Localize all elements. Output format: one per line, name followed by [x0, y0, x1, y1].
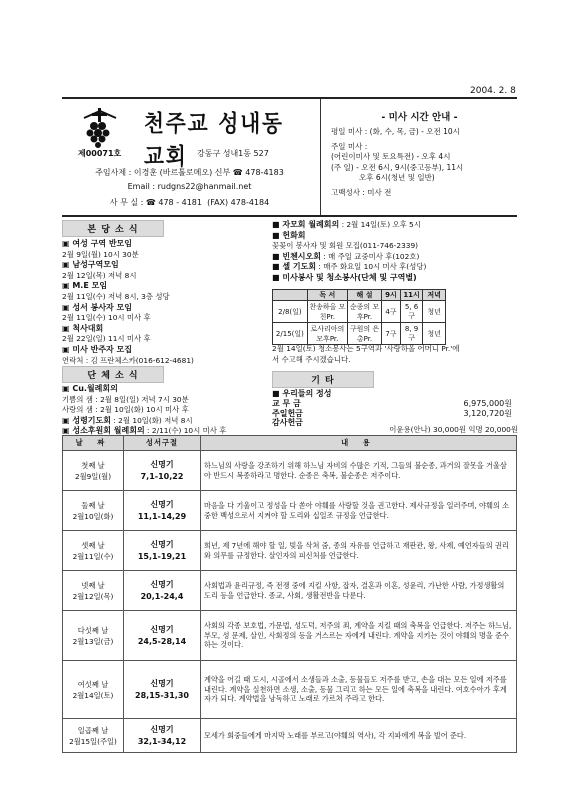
service-col-date [273, 290, 308, 301]
day-label: 일곱째 날 [77, 725, 109, 735]
notice-bullet: ▣ [62, 323, 73, 333]
service-table [272, 289, 446, 345]
service-col-reading: 독 서 [307, 290, 347, 301]
notice-item [62, 303, 267, 314]
offering-bullet: ■ [272, 389, 283, 398]
service-cell: 2/8(일) [273, 301, 308, 323]
notice-bullet: ■ [272, 251, 283, 261]
pastor-phone: 478-4183 [245, 168, 284, 177]
bible-content: 모세가 회중들에게 마지막 노래를 부르고(야훼의 역사), 각 지파에게 복을 빌어 준다. [201, 719, 517, 753]
bible-day [63, 571, 124, 611]
phone-icon: ☎ [145, 198, 156, 207]
day-date: 2월12일(목) [72, 591, 114, 601]
bible-row [63, 719, 517, 753]
book-name: 신명기 [150, 539, 174, 549]
service-col-11: 11시 [400, 290, 423, 301]
offering-value: 3,120,720원 [463, 408, 512, 418]
notice-title: 빈첸시오회 [282, 251, 321, 261]
notice-detail: : 2월 14일(토) 오후 5시 [341, 220, 421, 229]
book-name: 신명기 [150, 579, 174, 589]
office-line [62, 197, 317, 208]
office-phone: 478 - 4181 [158, 198, 202, 207]
bible-reading [124, 491, 201, 531]
office-label: 사 무 실 : [109, 198, 144, 207]
service-cell: 순종의 모후Pr. [347, 301, 381, 323]
mass-schedule [320, 99, 518, 215]
bible-content: 사회법과 윤리규정, 즉 전쟁 중에 지킬 사항, 잡자, 결혼과 이혼, 성윤리, 가난한 사람, 가정생활의 도리 등을 언급한다. 종교, 사회, 생활전반을 다룬다. [201, 571, 517, 611]
parish-news-heading: 본 당 소 식 [62, 220, 164, 237]
bible-day [63, 451, 124, 491]
offering-rows [272, 399, 512, 428]
service-cell: 7구 [382, 323, 401, 345]
group-news-heading: 단 체 소 식 [62, 366, 164, 383]
notice-title: 미사 반주자 모집 [72, 344, 133, 354]
notice-bullet: ▣ [62, 344, 73, 354]
verse-range: 7,1-10,22 [140, 471, 184, 481]
group-title: 성소후원회 월례회의 [72, 426, 145, 436]
bible-col-content: 내 용 [201, 436, 517, 451]
right-notice-item [272, 231, 517, 242]
notice-title: 여성 구역 반모임 [72, 239, 133, 248]
notice-title: 셀 기도회 [282, 262, 317, 272]
bible-reading [124, 531, 201, 571]
notice-bullet: ■ [272, 230, 283, 240]
service-col-commentary: 해 설 [347, 290, 381, 301]
group-title: Cu.월례회의 [72, 384, 118, 393]
verse-range: 20,1-24,4 [140, 591, 184, 601]
notice-title: 성서 봉사자 모임 [72, 302, 133, 312]
verse-range: 28,15-31,30 [135, 690, 189, 700]
group-detail: 사랑의 샘 : 2월 10일(화) 10시 미사 후 [62, 405, 189, 415]
bible-row [63, 491, 517, 531]
notice-title: 헌화회 [282, 230, 306, 240]
group-detail: 기쁨의 샘 : 2월 8일(일) 저녁 7시 30분 [62, 394, 189, 404]
bible-reading [124, 571, 201, 611]
book-name: 신명기 [150, 678, 174, 688]
notice-bullet: ■ [272, 220, 283, 229]
notice-item [62, 345, 267, 356]
notice-detail: : 매 주일 교중미사 후(102호) [323, 251, 420, 261]
right-notice-item [272, 262, 517, 273]
service-col-evening: 저녁 [423, 290, 446, 301]
service-row [273, 301, 446, 323]
mass-line: 주일 미사 : [331, 141, 368, 151]
parish-news-list [62, 239, 267, 366]
service-cell: 8, 9 구 [400, 323, 423, 345]
offering-label: 감사헌금 [272, 418, 303, 427]
bible-table-header [63, 436, 517, 451]
notice-title: M.E 모임 [72, 281, 108, 291]
notice-detail: 연락처 : 김 프란체스카(016-612-4681) [62, 355, 194, 365]
offering-title: 우리들의 정성 [282, 389, 332, 398]
group-item [62, 384, 267, 395]
day-label: 첫째 날 [81, 460, 105, 470]
pastor-name: 주임사제 : 이경훈 (바르톨로메오) 신부 [95, 168, 231, 177]
offering-value: 6,975,000원 [463, 399, 512, 408]
notice-title: 남성구역모임 [72, 260, 119, 270]
mass-schedule-lines [331, 127, 463, 199]
group-news-list [62, 384, 267, 437]
verse-range: 24,5-28,14 [137, 636, 187, 646]
bible-reading [124, 719, 201, 753]
right-notice-item [272, 252, 517, 263]
right-notice-item [272, 220, 517, 231]
bible-row [63, 451, 517, 491]
thanks-offering: 이윤용(안나) 30,000원 익명 20,000원 [389, 425, 518, 434]
bible-content: 사회의 각종 보호법, 가문법, 성도덕, 저주의 죄, 계약을 지킬 때의 축복을 언급한다. 저주는 하느님, 부모, 성 문제, 살인, 사회정의 등을 거스르는 자에게 내린다. 계약을 지키는 것이 야훼의 명을 준수하는 것이다. [201, 611, 517, 661]
cleaning-note: 2월 14일(토) 청소봉사는 5구역과 '사랑하올 어머니 Pr.'에서 수고해 주시겠습니다. [272, 344, 460, 364]
day-date: 2월14일(토) [72, 690, 114, 700]
pastor-line [62, 167, 317, 178]
bulletin-header [62, 97, 517, 217]
bible-content: 하느님의 사랑을 강조하기 위해 하느님 자비의 수많은 기적, 그들의 불순종, 과거의 잘못을 거울삼아 반드시 복종하라고 명한다. 순종은 축복, 불순종은 저주이다. [201, 451, 517, 491]
group-title: 성령기도회 [72, 415, 111, 425]
phone-icon: ☎ [232, 168, 243, 177]
mass-line: (주 일) - 오전 6시, 9시(중고등부), 11시 [331, 162, 464, 172]
day-label: 셋째 날 [81, 540, 105, 550]
notice-item [62, 324, 267, 335]
service-col-9: 9시 [382, 290, 401, 301]
church-email: Email : rudgns22@hanmail.net [127, 182, 252, 191]
day-date: 2월15일(주일) [69, 736, 117, 746]
bible-row [63, 531, 517, 571]
service-row [273, 323, 446, 345]
day-date: 2월9일(월) [74, 471, 112, 481]
bible-day [63, 719, 124, 753]
bible-day [63, 531, 124, 571]
service-cell: 청년 [423, 323, 446, 345]
issue-number: 제00071호 [78, 149, 122, 158]
bible-day [63, 491, 124, 531]
notice-detail: 2월 12일(목) 저녁 8시 [62, 270, 137, 280]
church-logo-icon [80, 108, 120, 148]
verse-range: 32,1-34,12 [137, 736, 187, 746]
notice-detail: 2월 9일(월) 10시 30분 [62, 249, 139, 259]
service-cell: 5, 6 구 [400, 301, 423, 323]
book-name: 신명기 [150, 624, 174, 634]
book-name: 신명기 [150, 459, 174, 469]
notice-item [62, 260, 267, 271]
bible-row [63, 661, 517, 719]
group-detail: : 2월 10일(화) 저녁 8시 [110, 415, 193, 425]
notice-detail: 2월 11일(수) 저녁 8시, 3층 성당 [62, 291, 170, 301]
notice-detail: 2월 22일(일) 11시 미사 후 [62, 334, 151, 344]
notice-bullet: ▣ [62, 302, 73, 312]
bible-row [63, 571, 517, 611]
notice-bullet: ▣ [62, 281, 73, 291]
church-name: 천주교 성내동 교회 [144, 110, 284, 170]
notice-bullet: ■ [272, 262, 283, 272]
group-bullet: ▣ [62, 426, 73, 436]
service-cell: 찬송하올 모친Pr. [307, 301, 347, 323]
notice-title: 자모회 월례회의 [282, 220, 340, 229]
notice-title: 척사대회 [72, 323, 104, 333]
service-cell: 청년 [423, 301, 446, 323]
offering-title-line [272, 389, 517, 400]
group-item [62, 416, 267, 427]
notice-bullet: ■ [272, 272, 283, 282]
day-label: 둘째 날 [81, 500, 105, 510]
offering-row [272, 399, 512, 409]
bible-reading [124, 451, 201, 491]
right-notices [272, 220, 517, 284]
bible-content: 마음을 다 기울이고 정성을 다 쏟아 야훼를 사랑할 것을 권고한다. 제사규정을 일러주며, 야훼의 소중한 백성으로서 지켜야 할 도리와 십일조 규정을 언급한다. [201, 491, 517, 531]
mass-line: 평일 미사 : (화, 수, 목, 금) - 오전 10시 [331, 127, 460, 136]
bible-day [63, 661, 124, 719]
notice-item [62, 239, 267, 250]
day-date: 2월13일(금) [72, 636, 114, 646]
offerings [272, 389, 517, 400]
day-label: 다섯째 날 [77, 625, 109, 635]
offering-label: 주일헌금 [272, 408, 303, 418]
bible-reading [124, 611, 201, 661]
bible-col-verse: 성서구절 [124, 436, 201, 451]
bible-row [63, 611, 517, 661]
service-cell: 로사리아의 모후Pr. [307, 323, 347, 345]
other-heading: 기 타 [272, 371, 374, 388]
church-info [62, 99, 317, 215]
notice-item [62, 281, 267, 292]
service-cell: 4구 [382, 301, 401, 323]
offering-row [272, 409, 512, 419]
bible-reading [124, 661, 201, 719]
bible-col-date: 날 짜 [63, 436, 124, 451]
verse-range: 15,1-19,21 [137, 551, 187, 561]
bible-day [63, 611, 124, 661]
day-date: 2월10일(화) [72, 511, 114, 521]
bible-reading-table [62, 435, 517, 753]
day-label: 넷째 날 [81, 580, 105, 590]
group-bullet: ▣ [62, 415, 73, 425]
notice-bullet: ▣ [62, 260, 73, 270]
church-address: 강동구 성내1동 527 [197, 149, 269, 158]
bulletin-date: 2004. 2. 8 [470, 86, 516, 96]
mass-schedule-title: - 미사 시간 안내 - [381, 112, 458, 123]
right-notice-item [272, 273, 517, 284]
offering-label: 교 무 금 [272, 399, 301, 408]
book-name: 신명기 [150, 724, 174, 734]
service-cell: 구원의 은총Pr. [347, 323, 381, 345]
office-fax: (FAX) 478-4184 [207, 198, 270, 207]
notice-title: 미사봉사 및 청소봉사(단체 및 구역별) [282, 272, 417, 282]
notice-detail: : 매주 화요일 10시 미사 후(성당) [318, 262, 427, 272]
bible-content: 계약을 어길 때 도시, 시골에서 소생들과 소출, 동물들도 저주를 받고, 손을 대는 모든 일에 저주를 내린다. 계약을 실천하면 소생, 소출, 동물 그리고 하는 모든 일에 축복을 내린다. 여호수아가 후계자가 되다. 계약법을 낭독하고 노래로 가르쳐 주라고 한다. [201, 661, 517, 719]
notice-detail: 꽃꽂이 봉사자 및 회원 모집(011-746-2339) [272, 241, 419, 251]
notice-detail: 2월 11일(수) 10시 미사 후 [62, 313, 151, 323]
day-date: 2월11일(수) [72, 551, 114, 561]
mass-line: 오후 6시(청년 및 일반) [359, 173, 435, 183]
group-bullet: ▣ [62, 384, 73, 393]
group-detail: : 2/11(수) 10시 미사 후 [144, 426, 227, 436]
service-cell: 2/15(일) [273, 323, 308, 345]
service-table-header [273, 290, 446, 301]
mass-line: (어린이미사 및 토요특전) - 오후 4시 [331, 152, 451, 162]
verse-range: 11,1-14,29 [137, 511, 187, 521]
book-name: 신명기 [150, 499, 174, 509]
notice-bullet: ▣ [62, 239, 73, 248]
mass-line: 고백성사 : 미사 전 [331, 187, 392, 197]
bible-content: 희년, 제 7년에 해야 할 일, 빚을 삭쳐 줌, 종의 자유를 언급하고 재판관, 왕, 사제, 예언자들의 권리와 의무를 규정한다. 살인자의 피신처를 언급한다. [201, 531, 517, 571]
day-label: 여섯째 날 [77, 679, 109, 689]
